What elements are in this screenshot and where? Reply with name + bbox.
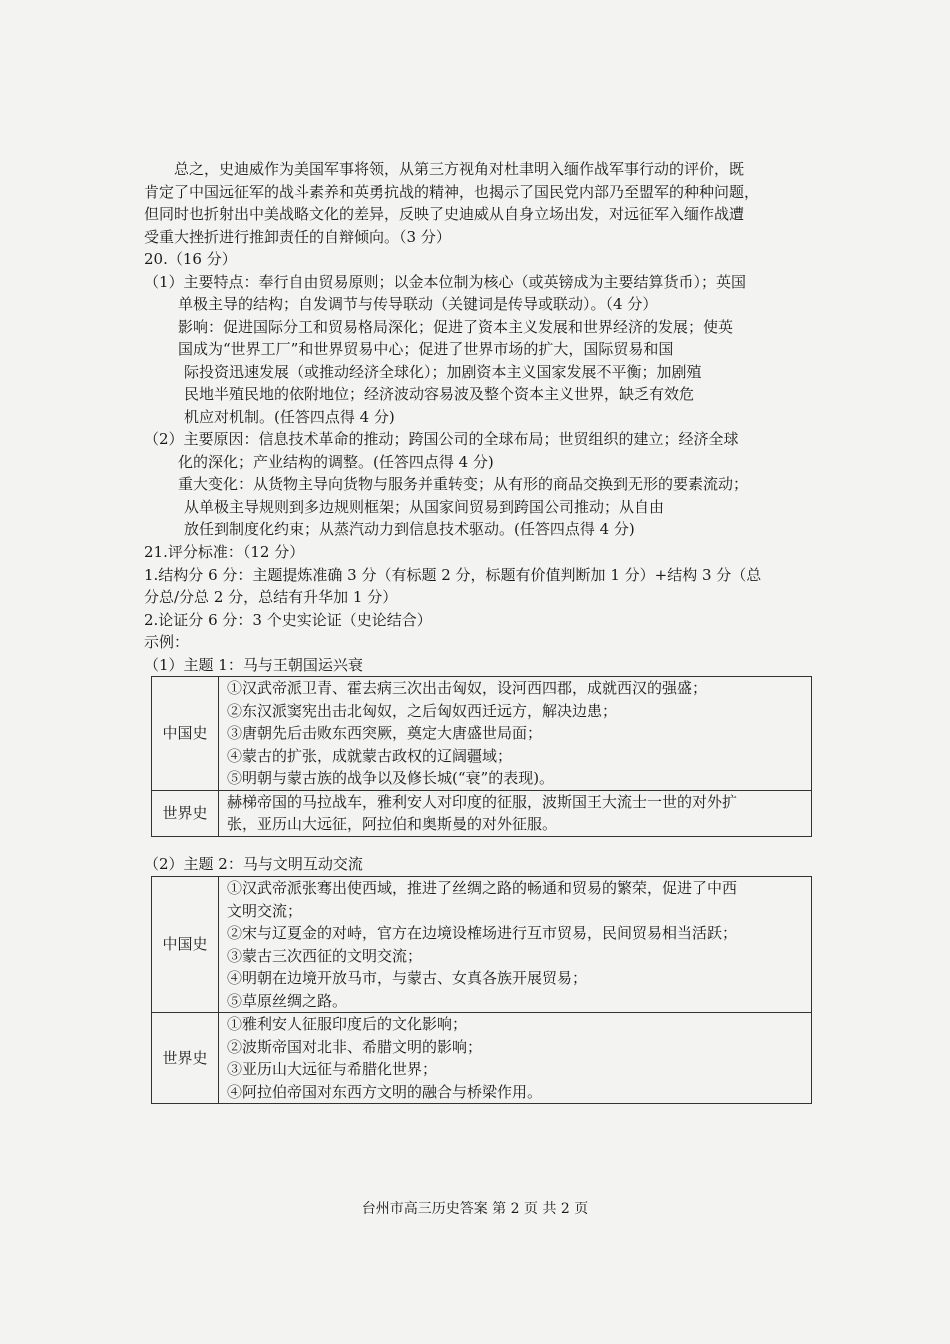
text-line: 从单极主导规则到多边规则框架；从国家间贸易到跨国公司推动；从自由 (184, 497, 665, 516)
text-line: 单极主导的结构；自发调节与传导联动（关键词是传导或联动）。（4 分） (178, 295, 658, 313)
question-21 (144, 541, 824, 676)
list-item: 张，亚历山大远征，阿拉伯和奥斯曼的对外征服。 (227, 815, 558, 833)
category-cell: 中国史 (152, 877, 219, 1013)
content-cell (219, 790, 812, 836)
list-item: ②宋与辽夏金的对峙，官方在边境设榷场进行互市贸易，民间贸易相当活跃； (227, 924, 738, 942)
list-item: ③蒙古三次西征的文明交流； (227, 946, 423, 965)
text-line: 放任到制度化约束；从蒸汽动力到信息技术驱动。(任答四点得 4 分) (184, 520, 635, 538)
text-line: 1.结构分 6 分：主题提炼准确 3 分（有标题 2 分，标题有价值判断加 1 分）+结构 3 分（总 (144, 565, 762, 584)
text-line: 肯定了中国远征军的战斗素养和英勇抗战的精神，也揭示了国民党内部乃至盟军的种种问题， (144, 182, 760, 201)
list-item: ⑤草原丝绸之路。 (227, 991, 348, 1010)
text-line: 重大变化：从货物主导向货物与服务并重转变；从有形的商品交换到无形的要素流动； (178, 475, 749, 493)
theme-heading: （2）主题 2：马与文明互动交流 (144, 855, 363, 873)
table-row (152, 790, 812, 836)
list-item: ③唐朝先后击败东西突厥，奠定大唐盛世局面； (227, 724, 543, 742)
text-line: 化的深化；产业结构的调整。(任答四点得 4 分) (178, 452, 494, 471)
text-line: 机应对机制。(任答四点得 4 分) (184, 407, 395, 426)
list-item: ②东汉派窦宪出击北匈奴，之后匈奴西迁远方，解决边患； (227, 701, 618, 720)
text-line: 总之，史迪威作为美国军事将领，从第三方视角对杜聿明入缅作战军事行动的评价，既 (174, 160, 745, 178)
list-item: ①雅利安人征服印度后的文化影响； (227, 1015, 468, 1033)
conclusion-paragraph (144, 158, 824, 248)
list-item: ④阿拉伯帝国对东西方文明的融合与桥梁作用。 (227, 1082, 543, 1101)
list-item: ②波斯帝国对北非、希腊文明的影响； (227, 1037, 483, 1056)
text-line: 但同时也折射出中美战略文化的差异，反映了史迪威从自身立场出发，对远征军入缅作战遭 (144, 205, 745, 223)
list-item: ⑤明朝与蒙古族的战争以及修长城(“衰”的表现)。 (227, 769, 555, 787)
list-item: ①汉武帝派卫青、霍去病三次出击匈奴，设河西四郡，成就西汉的强盛； (227, 679, 708, 697)
theme-1-table (151, 676, 812, 837)
content-cell (219, 1013, 812, 1104)
text-line: （1）主要特点：奉行自由贸易原则；以金本位制为核心（或英镑成为主要结算货币）；英国 (144, 272, 747, 291)
question-heading: 20.（16 分） (144, 250, 237, 268)
text-line: 示例： (144, 633, 190, 651)
text-line: 2.论证分 6 分：3 个史实论证（史论结合） (144, 610, 432, 629)
content-cell (219, 677, 812, 791)
text-line: （2）主要原因：信息技术革命的推动；跨国公司的全球布局；世贸组织的建立；经济全球 (144, 430, 739, 448)
list-item: 文明交流； (227, 901, 303, 920)
category-cell: 世界史 (152, 790, 219, 836)
table-row (152, 877, 812, 1013)
list-item: ①汉武帝派张骞出使西域，推进了丝绸之路的畅通和贸易的繁荣，促进了中西 (227, 879, 738, 897)
list-item: ④蒙古的扩张，成就蒙古政权的辽阔疆域； (227, 746, 513, 765)
list-item: ④明朝在边境开放马市，与蒙古、女真各族开展贸易； (227, 969, 588, 987)
theme-heading: （1）主题 1：马与王朝国运兴衰 (144, 655, 363, 674)
table-row (152, 1013, 812, 1104)
theme-2-table (151, 876, 812, 1104)
content-cell (219, 877, 812, 1013)
text-line: 分总/分总 2 分，总结有升华加 1 分） (144, 588, 398, 606)
theme-2-heading-block (144, 853, 824, 876)
text-line: 受重大挫折进行推卸责任的自辩倾向。（3 分） (144, 227, 451, 246)
question-heading: 21.评分标准：（12 分） (144, 543, 305, 561)
list-item: ③亚历山大远征与希腊化世界； (227, 1060, 438, 1078)
text-line: 民地半殖民地的依附地位；经济波动容易波及整个资本主义世界，缺乏有效危 (184, 385, 695, 403)
table-row (152, 677, 812, 791)
category-cell: 中国史 (152, 677, 219, 791)
question-20 (144, 248, 824, 541)
list-item: 赫梯帝国的马拉战车，雅利安人对印度的征服，波斯国王大流士一世的对外扩 (227, 792, 738, 811)
text-line: 影响：促进国际分工和贸易格局深化；促进了资本主义发展和世界经济的发展；使英 (178, 317, 734, 336)
category-cell: 世界史 (152, 1013, 219, 1104)
text-line: 际投资迅速发展（或推动经济全球化）；加剧资本主义国家发展不平衡；加剧殖 (184, 362, 702, 381)
page-footer: 台州市高三历史答案 第 2 页 共 2 页 (361, 1201, 589, 1217)
text-line: 国成为“世界工厂”和世界贸易中心；促进了世界市场的扩大，国际贸易和国 (178, 340, 674, 358)
